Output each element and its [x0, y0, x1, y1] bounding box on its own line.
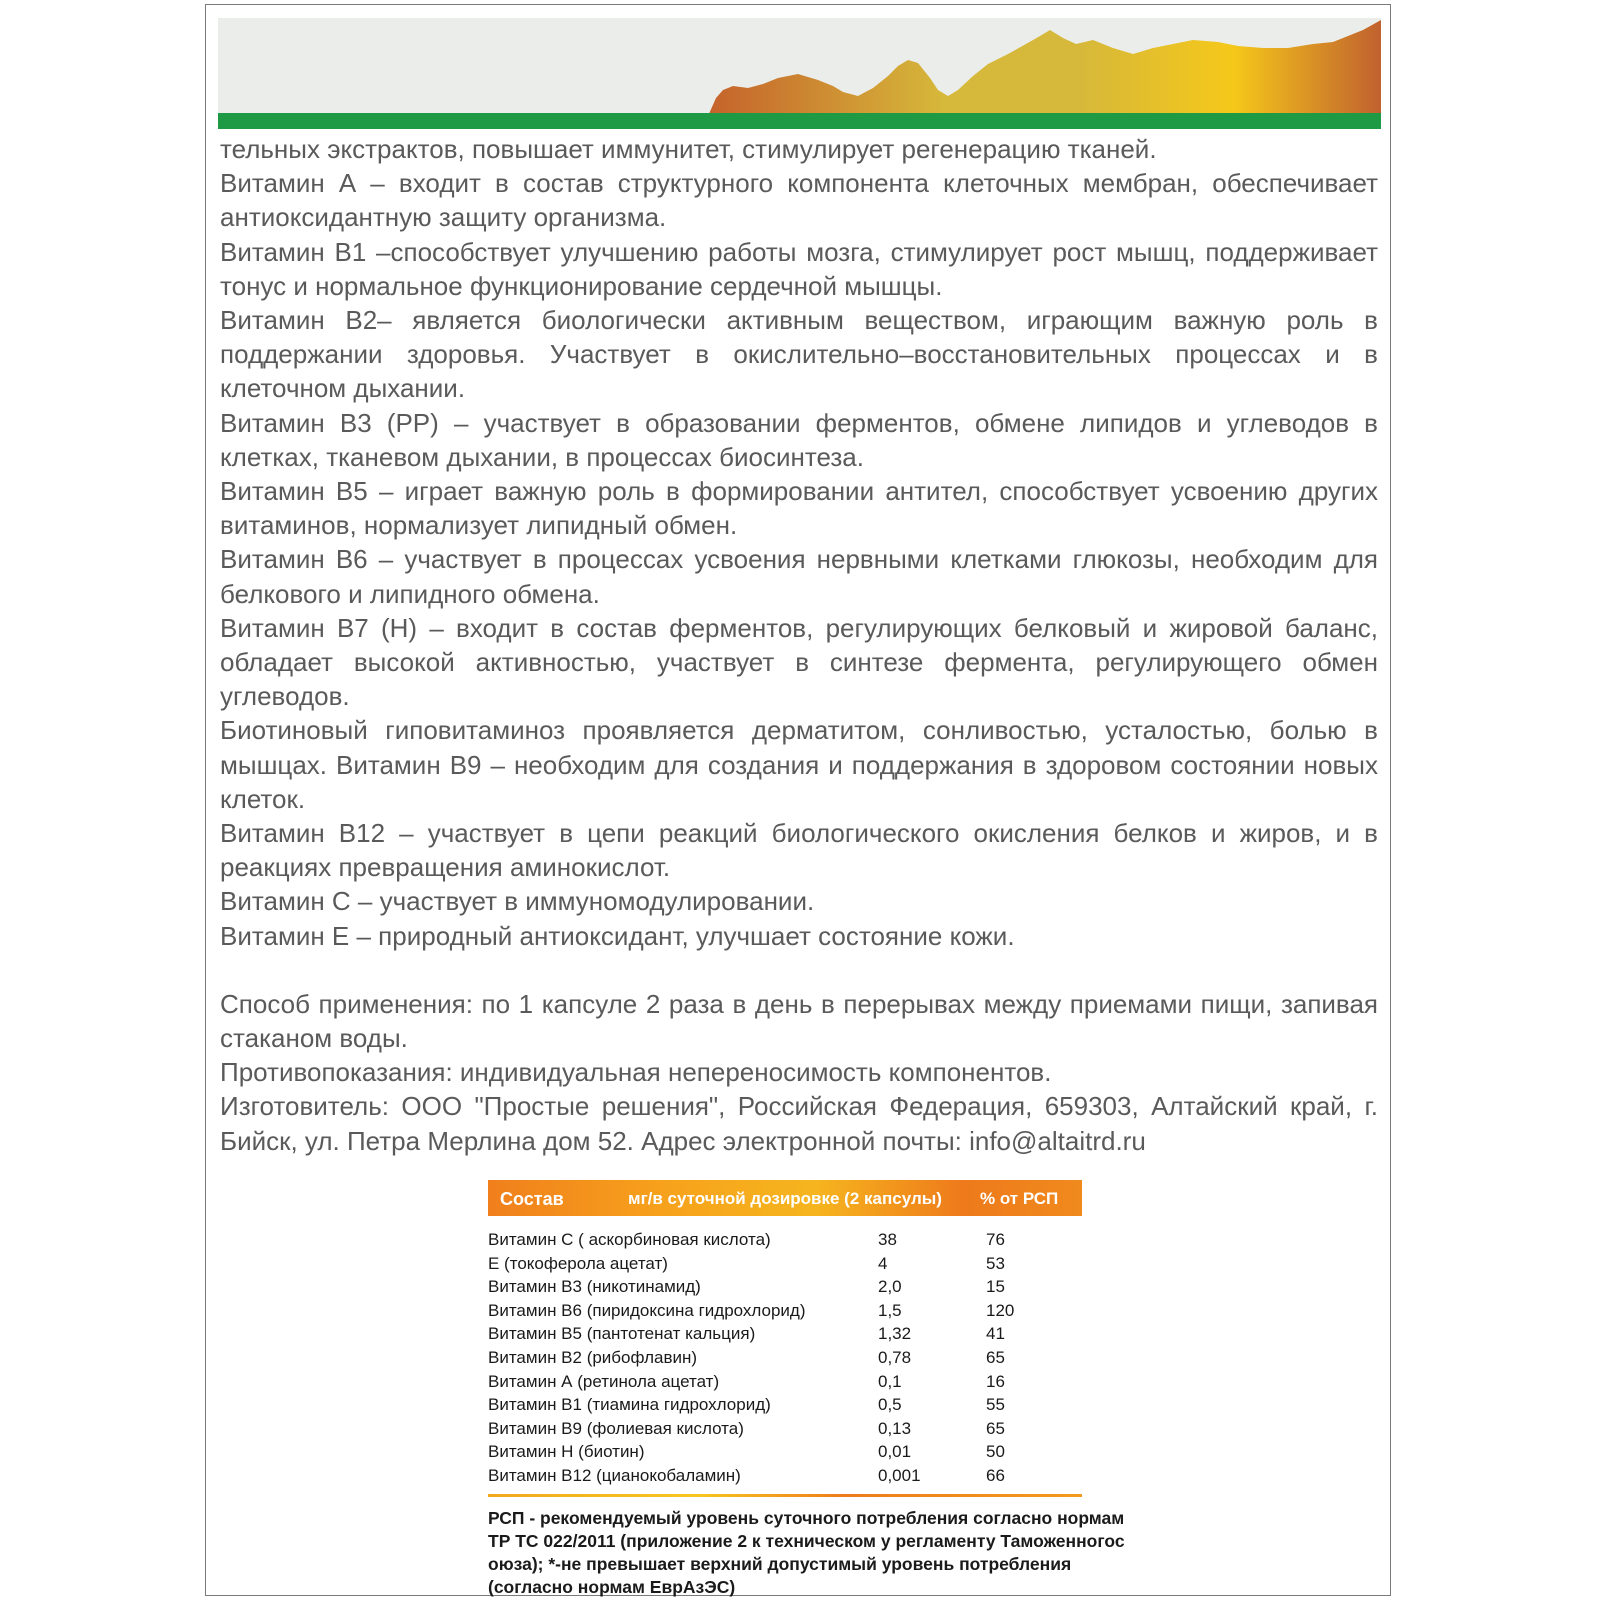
- percent-value: 53: [986, 1253, 1005, 1273]
- composition-rows: [488, 1230, 1082, 1490]
- ingredient-name: Витамин В12 (цианокобаламин): [488, 1465, 741, 1485]
- paragraph: Витамин Е – природный антиоксидант, улучшает состояние кожи.: [220, 920, 1015, 951]
- paragraph: Витамин В12 – участвует в цепи реакций биологического окисления белков и жиров, и в реакциях превращения аминокислот.: [220, 818, 1378, 883]
- usage-text: Способ применения: по 1 капсуле 2 раза в день в перерывах между приемами пищи, запивая стаканом воды.: [220, 988, 1378, 1054]
- dosage-value: 0,01: [878, 1442, 912, 1462]
- percent-value: 76: [986, 1230, 1005, 1249]
- paragraph: Витамин В2– является биологически активным веществом, играющим важную роль в поддержании здоровья. Участвует в окислительно–восстановительных процессах и в клеточном дыхании.: [220, 305, 1378, 404]
- ingredient-name: Витамин С ( аскорбиновая кислота): [488, 1230, 771, 1249]
- table-row: [488, 1372, 1082, 1396]
- paragraph: Витамин В1 –способствует улучшению работы мозга, стимулирует рост мышц, поддерживает тонус и нормальное функционирование сердечной мышцы.: [220, 236, 1378, 301]
- table-row: [488, 1324, 1082, 1348]
- percent-value: 41: [986, 1324, 1005, 1344]
- contraindications-text: Противопоказания: индивидуальная непереносимость компонентов.: [220, 1057, 1052, 1088]
- table-row: [488, 1230, 1082, 1254]
- percent-value: 65: [986, 1418, 1005, 1438]
- paragraph: Биотиновый гиповитаминоз проявляется дерматитом, сонливостью, усталостью, болью в мышцах. Витамин В9 – необходим для создания и поддержания в здоровом состоянии новых клеток.: [220, 715, 1378, 814]
- header-percent: % от РСП: [980, 1189, 1059, 1208]
- paragraph: Витамин В5 – играет важную роль в формировании антител, способствует усвоению других витаминов, нормализует липидный обмен.: [220, 476, 1378, 541]
- percent-value: 15: [986, 1277, 1005, 1297]
- dosage-value: 0,001: [878, 1465, 921, 1485]
- table-row: [488, 1348, 1082, 1372]
- table-row: [488, 1395, 1082, 1419]
- paragraph: Витамин С – участвует в иммуномодулировании.: [220, 886, 815, 917]
- mountain-illustration: [218, 18, 1381, 134]
- table-bottom-line: [488, 1494, 1082, 1497]
- green-stripe: [218, 113, 1381, 129]
- table-row: [488, 1466, 1082, 1490]
- percent-value: 50: [986, 1442, 1005, 1462]
- table-row: [488, 1419, 1082, 1443]
- dosage-value: 4: [878, 1253, 888, 1273]
- table-row: [488, 1442, 1082, 1466]
- ingredient-name: Витамин В6 (пиридоксина гидрохлорид): [488, 1300, 806, 1320]
- ingredient-name: Витамин В3 (никотинамид): [488, 1277, 701, 1297]
- dosage-value: 2,0: [878, 1277, 902, 1297]
- dosage-value: 1,32: [878, 1324, 912, 1344]
- percent-value: 16: [986, 1371, 1005, 1391]
- dosage-value: 0,5: [878, 1395, 902, 1415]
- ingredient-name: Витамин В9 (фолиевая кислота): [488, 1418, 744, 1438]
- percent-value: 66: [986, 1465, 1005, 1485]
- composition-table: [488, 1180, 1125, 1599]
- paragraph: Витамин В7 (Н) – входит в состав ферментов, регулирующих белковый и жировой баланс, обладает высокой активностью, участвует в синтезе фермента, регулирующего обмен углеводов.: [220, 612, 1378, 712]
- dosage-value: 0,1: [878, 1371, 902, 1391]
- percent-value: 55: [986, 1395, 1005, 1415]
- spacer: [220, 953, 1378, 987]
- ingredient-name: Витамин В2 (рибофлавин): [488, 1347, 698, 1367]
- header-composition: Состав: [500, 1189, 564, 1209]
- paragraph: тельных экстрактов, повышает иммунитет, стимулирует регенерацию тканей.: [220, 134, 1157, 164]
- ingredient-name: Витамин В5 (пантотенат кальция): [488, 1324, 756, 1344]
- dosage-value: 38: [878, 1230, 897, 1249]
- manufacturer-text: Изготовитель: ООО "Простые решения", Российская Федерация, 659303, Алтайский край, г. Бийск, ул. Петра Мерлина дом 52. Адрес электронной почты: info@altaitrd.ru: [220, 1091, 1378, 1156]
- ingredient-name: Витамин В1 (тиамина гидрохлорид): [488, 1395, 771, 1415]
- paragraph: Витамин А – входит в состав структурного компонента клеточных мембран, обеспечивает антиоксидантную защиту организма.: [220, 168, 1378, 233]
- ingredient-name: Витамин Н (биотин): [488, 1442, 645, 1462]
- description-text: [220, 132, 1378, 1158]
- table-row: [488, 1254, 1082, 1278]
- header-dosage: мг/в суточной дозировке (2 капсулы): [628, 1189, 942, 1208]
- dosage-value: 1,5: [878, 1300, 902, 1320]
- ingredient-name: Е (токоферола ацетат): [488, 1253, 668, 1273]
- ingredient-name: Витамин А (ретинола ацетат): [488, 1371, 720, 1391]
- footnote: РСП - рекомендуемый уровень суточного потребления согласно нормам ТР ТС 022/2011 (приложение 2 к техническом у регламенту Таможенногос оюза); *-не превышает верхний допустимый уровень потребления (согласно нормам ЕврАзЭС): [488, 1507, 1125, 1597]
- dosage-value: 0,78: [878, 1347, 912, 1367]
- composition-header: [488, 1180, 1082, 1216]
- percent-value: 65: [986, 1347, 1005, 1367]
- table-row: [488, 1277, 1082, 1301]
- table-row: [488, 1301, 1082, 1325]
- percent-value: 120: [986, 1300, 1015, 1320]
- paragraph: Витамин В3 (РР) – участвует в образовании ферментов, обмене липидов и углеводов в клетках, тканевом дыхании, в процессах биосинтеза.: [220, 407, 1378, 472]
- header-banner: [218, 18, 1381, 134]
- dosage-value: 0,13: [878, 1418, 912, 1438]
- paragraph: Витамин В6 – участвует в процессах усвоения нервными клетками глюкозы, необходим для белкового и липидного обмена.: [220, 544, 1378, 609]
